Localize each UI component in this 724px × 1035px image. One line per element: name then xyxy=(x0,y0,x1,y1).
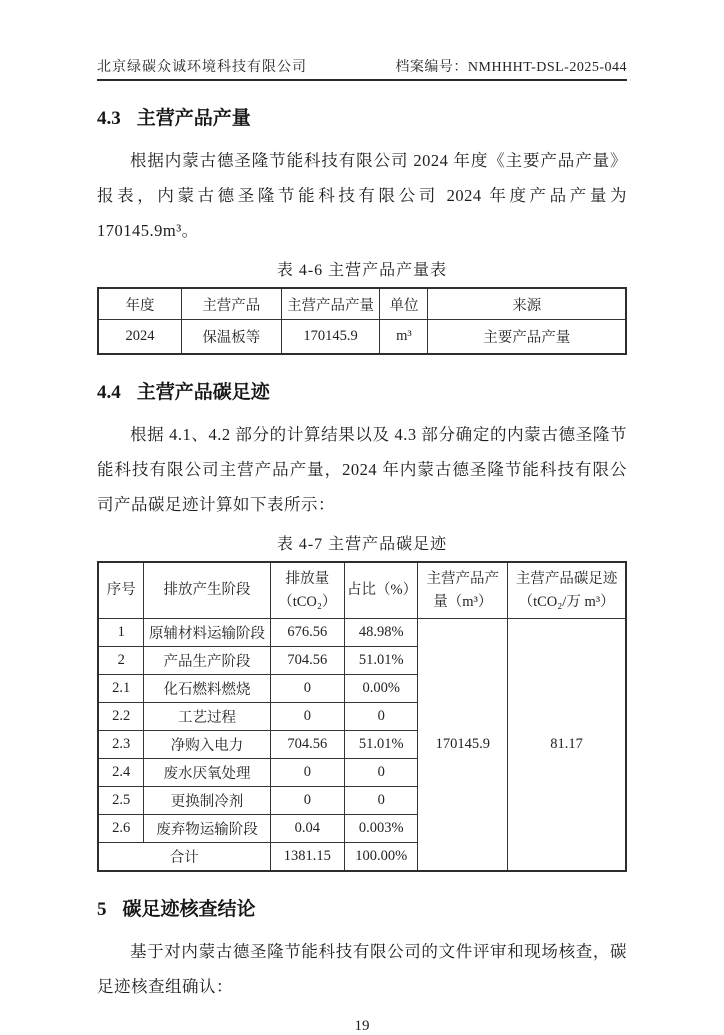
header-line: 主营产品产 xyxy=(426,570,500,587)
table-cell: 0 xyxy=(345,759,418,787)
table-cell: 0.04 xyxy=(270,815,344,843)
table-header-cell xyxy=(418,562,508,619)
table-cell: 676.56 xyxy=(270,619,344,647)
section-4-3-number: 4.3 xyxy=(97,108,121,129)
section-4-4-title: 主营产品碳足迹 xyxy=(136,382,270,403)
table-cell: 704.56 xyxy=(270,731,344,759)
table-cell: 2.6 xyxy=(98,815,144,843)
table-row xyxy=(98,619,626,647)
header-line: （tCO₂） xyxy=(278,593,337,610)
section-5-title: 碳足迹核查结论 xyxy=(122,899,256,920)
table-cell: 化石燃料燃烧 xyxy=(144,675,270,703)
table-cell: 51.01% xyxy=(345,731,418,759)
table-cell: 2.4 xyxy=(98,759,144,787)
table-cell: 更换制冷剂 xyxy=(144,787,270,815)
table-cell: 0 xyxy=(345,703,418,731)
merged-footprint-cell: 81.17 xyxy=(508,619,626,872)
header-line: 主营产品碳足迹 xyxy=(515,570,618,587)
table-cell: 工艺过程 xyxy=(144,703,270,731)
section-4-3-paragraph: 根据内蒙古德圣隆节能科技有限公司 2024 年度《主要产品产量》报表，内蒙古德圣隆节能科技有限公司 2024 年度产品产量为 170145.9m³。 xyxy=(97,151,627,240)
table-header-cell xyxy=(508,562,626,619)
header-line: （tCO₂/万 m³） xyxy=(518,593,615,610)
table-4-6 xyxy=(97,287,627,355)
table-cell: 2024 xyxy=(98,320,181,355)
table-cell: 1 xyxy=(98,619,144,647)
total-percent-cell: 100.00% xyxy=(345,843,418,872)
table-cell: 0 xyxy=(270,675,344,703)
section-4-4-heading xyxy=(97,377,627,404)
table-cell: 原辅材料运输阶段 xyxy=(144,619,270,647)
doc-number-value: NMHHHT-DSL-2025-044 xyxy=(467,60,627,75)
table-cell: 170145.9 xyxy=(281,320,380,355)
table-cell: 产品生产阶段 xyxy=(144,647,270,675)
section-4-3-heading xyxy=(97,103,627,130)
table-cell: 2.5 xyxy=(98,787,144,815)
table-4-7-header-row xyxy=(98,562,626,619)
company-name: 北京绿碳众诚环境科技有限公司 xyxy=(97,60,307,75)
section-5-paragraph: 基于对内蒙古德圣隆节能科技有限公司的文件评审和现场核查，碳足迹核查组确认： xyxy=(97,942,627,996)
table-4-6-header-row xyxy=(98,288,626,320)
table-header-cell xyxy=(270,562,344,619)
table-cell: 0.003% xyxy=(345,815,418,843)
section-4-4-number: 4.4 xyxy=(97,382,121,403)
table-cell: m³ xyxy=(380,320,428,355)
total-emission-cell: 1381.15 xyxy=(270,843,344,872)
section-4-4-paragraph: 根据 4.1、4.2 部分的计算结果以及 4.3 部分确定的内蒙古德圣隆节能科技有限公司主营产品产量，2024 年内蒙古德圣隆节能科技有限公司产品碳足迹计算如下表所示： xyxy=(97,425,627,514)
table-cell: 2 xyxy=(98,647,144,675)
table-cell: 51.01% xyxy=(345,647,418,675)
table-cell: 2.2 xyxy=(98,703,144,731)
table-cell: 48.98% xyxy=(345,619,418,647)
table-cell: 704.56 xyxy=(270,647,344,675)
total-label-cell: 合计 xyxy=(98,843,270,872)
doc-number xyxy=(395,56,627,76)
table-cell: 0 xyxy=(270,703,344,731)
merged-production-cell: 170145.9 xyxy=(418,619,508,872)
table-cell: 2.3 xyxy=(98,731,144,759)
table-header-cell: 主营产品 xyxy=(181,288,281,320)
table-header-cell: 排放产生阶段 xyxy=(144,562,270,619)
doc-number-label: 档案编号： xyxy=(395,60,468,75)
table-cell: 2.1 xyxy=(98,675,144,703)
table-cell: 0 xyxy=(345,787,418,815)
section-4-3-title: 主营产品产量 xyxy=(136,108,251,129)
header-line: 量（m³） xyxy=(433,593,493,610)
table-header-cell: 序号 xyxy=(98,562,144,619)
table-cell: 0 xyxy=(270,759,344,787)
table-header-cell: 占比（%） xyxy=(345,562,418,619)
table-cell: 0.00% xyxy=(345,675,418,703)
table-row xyxy=(98,320,626,355)
header-line: 排放量 xyxy=(285,570,330,587)
table-4-7 xyxy=(97,561,627,872)
table-header-cell: 来源 xyxy=(428,288,626,320)
table-cell: 废水厌氧处理 xyxy=(144,759,270,787)
table-cell: 废弃物运输阶段 xyxy=(144,815,270,843)
table-cell: 主要产品产量 xyxy=(428,320,626,355)
table-header-cell: 年度 xyxy=(98,288,181,320)
table-cell: 0 xyxy=(270,787,344,815)
table-4-7-caption: 表 4-7 主营产品碳足迹 xyxy=(276,536,448,553)
section-5-heading xyxy=(97,894,627,921)
page-number: 19 xyxy=(354,1018,370,1034)
table-cell: 净购入电力 xyxy=(144,731,270,759)
table-cell: 保温板等 xyxy=(181,320,281,355)
table-4-6-caption: 表 4-6 主营产品产量表 xyxy=(276,262,448,279)
table-header-cell: 单位 xyxy=(380,288,428,320)
section-5-number: 5 xyxy=(97,899,107,920)
table-header-cell: 主营产品产量 xyxy=(281,288,380,320)
doc-header xyxy=(97,0,627,81)
